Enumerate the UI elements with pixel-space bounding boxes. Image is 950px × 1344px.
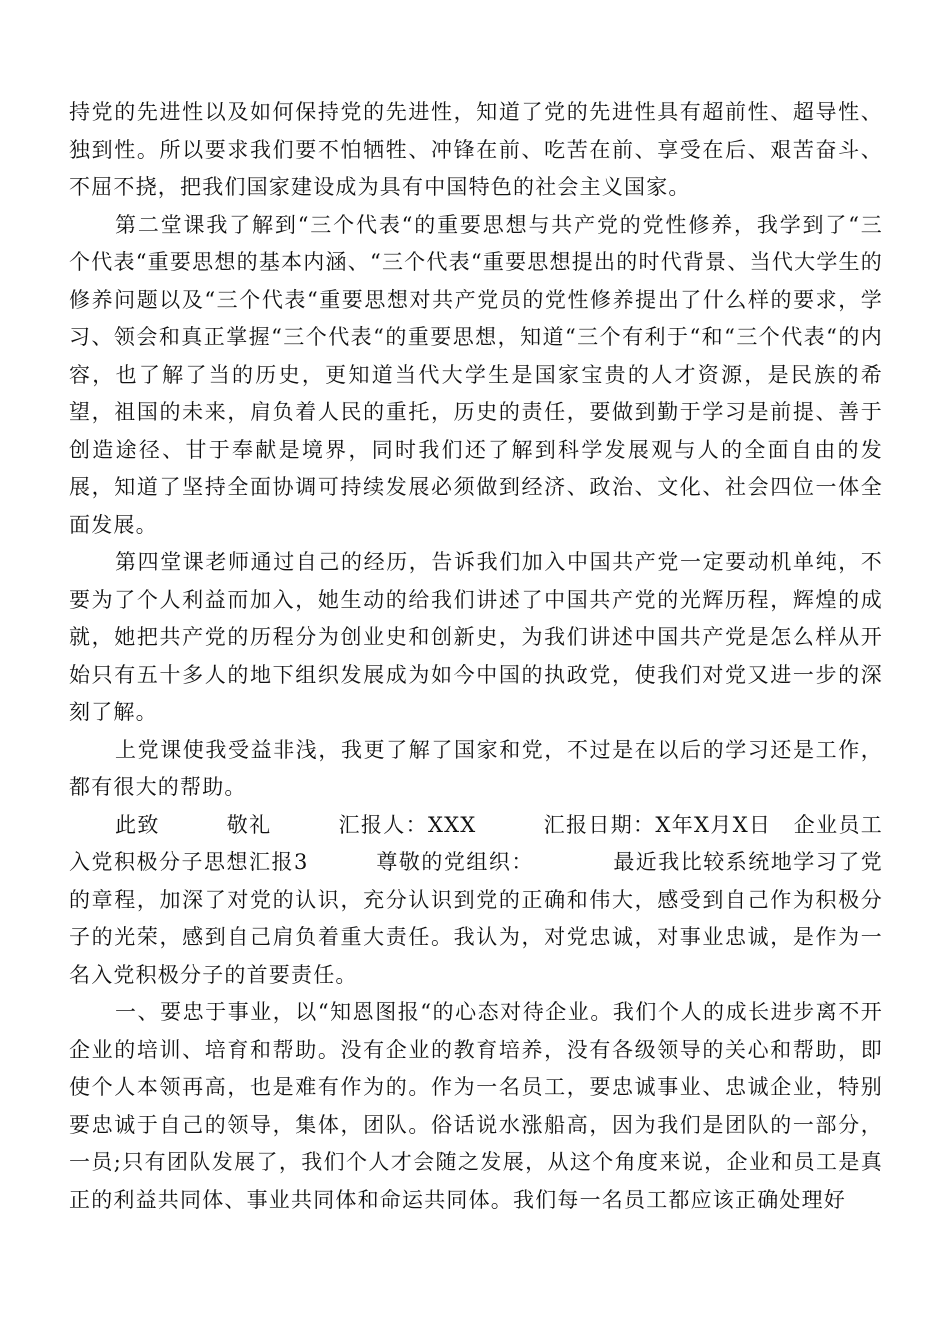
paragraph-report-header: 此致 敬礼 汇报人：XXX 汇报日期：X年X月X日 企业员工入党积极分子思想汇报3 尊敬的党组织： 最近我比较系统地学习了党的章程，加深了对党的认识，充分认识到党的正确和伟大，感受到自己作为积极分子的光荣，感到自己肩负着重大责任。我认为，对党忠诚，对事业忠诚，是作为一名入党积极分子的首要责任。	[69, 812, 883, 987]
document-page	[69, 94, 883, 1219]
paragraph-second-lesson: 第二堂课我了解到“三个代表“的重要思想与共产党的党性修养，我学到了“三个代表“重要思想的基本内涵、“三个代表“重要思想提出的时代背景、当代大学生的修养问题以及“三个代表“重要思想对共产党员的党性修养提出了什么样的要求，学习、领会和真正掌握“三个代表“的重要思想，知道“三个有利于“和“三个代表“的内容，也了解了当的历史，更知道当代大学生是国家宝贵的人才资源，是民族的希望，祖国的未来，肩负着人民的重托，历史的责任，要做到勤于学习是前提、善于创造途径、甘于奉献是境界，同时我们还了解到科学发展观与人的全面自由的发展，知道了坚持全面协调可持续发展必须做到经济、政治、文化、社会四位一体全面发展。	[69, 212, 883, 537]
paragraph-fourth-lesson: 第四堂课老师通过自己的经历，告诉我们加入中国共产党一定要动机单纯，不要为了个人利益而加入，她生动的给我们讲述了中国共产党的光辉历程，辉煌的成就，她把共产党的历程分为创业史和创新史，为我们讲述中国共产党是怎么样从开始只有五十多人的地下组织发展成为如今中国的执政党，使我们对党又进一步的深刻了解。	[69, 550, 883, 724]
paragraph-benefit: 上党课使我受益非浅，我更了解了国家和党，不过是在以后的学习还是工作，都有很大的帮助。	[69, 737, 883, 799]
paragraph-loyalty-to-career: 一、要忠于事业，以“知恩图报“的心态对待企业。我们个人的成长进步离不开企业的培训、培育和帮助。没有企业的教育培养，没有各级领导的关心和帮助，即使个人本领再高，也是难有作为的。作为一名员工，要忠诚事业、忠诚企业，特别要忠诚于自己的领导，集体，团队。俗话说水涨船高，因为我们是团队的一部分，一员;只有团队发展了，我们个人才会随之发展，从这个角度来说，企业和员工是真正的利益共同体、事业共同体和命运共同体。我们每一名员工都应该正确处理好	[69, 1000, 883, 1212]
paragraph-party-advancement: 持党的先进性以及如何保持党的先进性，知道了党的先进性具有超前性、超导性、独到性。所以要求我们要不怕牺牲、冲锋在前、吃苦在前、享受在后、艰苦奋斗、不屈不挠，把我们国家建设成为具有中国特色的社会主义国家。	[69, 100, 883, 199]
